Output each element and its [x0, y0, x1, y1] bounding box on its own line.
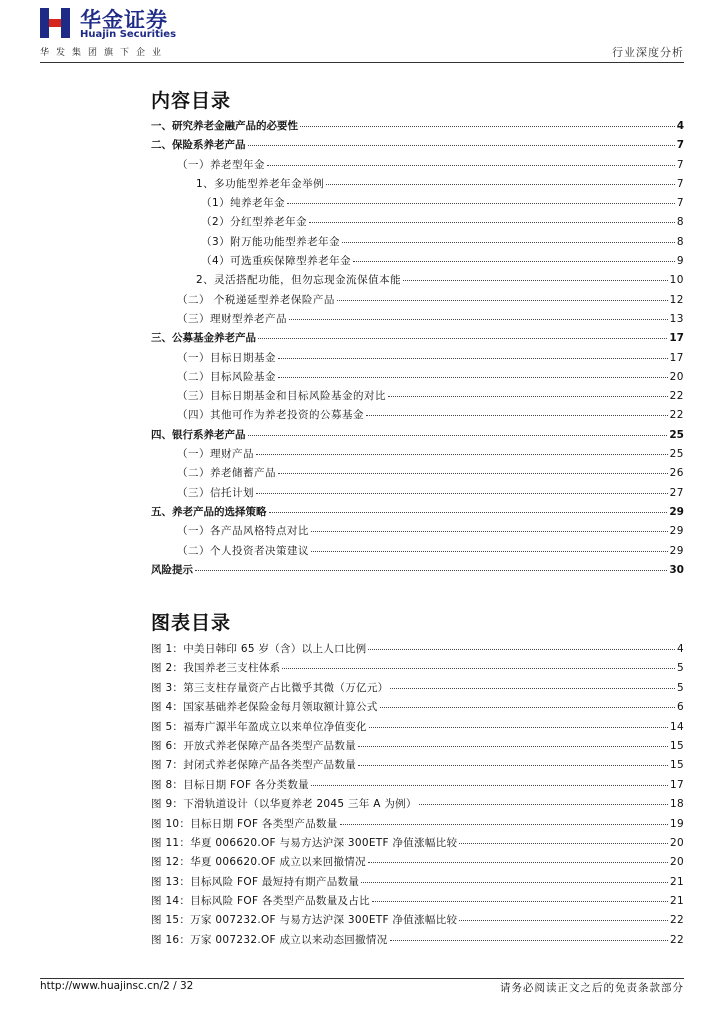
- figure-entry-page-number: 21: [670, 895, 684, 908]
- figure-entry[interactable]: [151, 854, 684, 873]
- dot-leader: [269, 512, 668, 513]
- toc-entry-label: （一）理财产品: [177, 448, 254, 461]
- dot-leader: [311, 785, 668, 786]
- toc-entry-page-number: 17: [669, 351, 684, 364]
- dot-leader: [459, 843, 668, 844]
- toc-entry-page-number: 7: [676, 139, 684, 152]
- figure-entry-page-number: 21: [670, 875, 684, 888]
- dot-leader: [248, 145, 675, 146]
- figure-entry[interactable]: [151, 641, 684, 660]
- toc-entry-label: （二）养老储蓄产品: [177, 467, 276, 480]
- figure-entry-label: 图 13：目标风险 FOF 最短持有期产品数量: [151, 875, 360, 888]
- dot-leader: [366, 415, 668, 416]
- dot-leader: [459, 920, 668, 921]
- dot-leader: [256, 454, 668, 455]
- figure-entry-label: 图 15：万家 007232.OF 与易方达沪深 300ETF 净值涨幅比较: [151, 914, 458, 927]
- brand-name-chinese: 华金证券: [80, 8, 168, 32]
- toc-entry-label: （3）附万能功能型养老年金: [201, 235, 341, 248]
- figure-entry-label: 图 10：目标日期 FOF 各类型产品数量: [151, 817, 338, 830]
- dot-leader: [311, 531, 668, 532]
- header-divider: [40, 62, 684, 63]
- dot-leader: [358, 746, 668, 747]
- toc-entry[interactable]: [151, 214, 684, 233]
- toc-entry-page-number: 20: [669, 370, 684, 383]
- toc-entry-page-number: 12: [669, 293, 684, 306]
- dot-leader: [368, 862, 668, 863]
- dot-leader: [353, 261, 675, 262]
- toc-entry-label: （4）可选重疾保障型养老年金: [201, 255, 352, 268]
- figure-entry-label: 图 3：第三支柱存量资产占比微乎其微（万亿元）: [151, 681, 389, 694]
- toc-entry[interactable]: [151, 195, 684, 214]
- dot-leader: [361, 882, 668, 883]
- figure-entry[interactable]: [151, 660, 684, 679]
- figure-entry[interactable]: [151, 796, 684, 815]
- toc-entry[interactable]: [151, 446, 684, 465]
- toc-entry-label: 1、多功能型养老年金举例: [196, 177, 325, 190]
- toc-entry-label: （2）分红型养老年金: [201, 216, 308, 229]
- toc-entry[interactable]: [151, 504, 684, 523]
- toc-entry-label: 一、研究养老金融产品的必要性: [151, 120, 298, 132]
- figure-entry[interactable]: [151, 835, 684, 854]
- toc-entry-label: （二）个人投资者决策建议: [177, 544, 309, 557]
- dot-leader: [248, 435, 668, 436]
- figure-entry-page-number: 20: [670, 856, 684, 869]
- toc-entry-label: 风险提示: [151, 563, 193, 576]
- toc-entry-label: （一）各产品风格特点对比: [177, 525, 309, 538]
- toc-entry-page-number: 25: [669, 448, 684, 461]
- figure-entry-label: 图 2：我国养老三支柱体系: [151, 662, 281, 675]
- toc-entry-page-number: 29: [669, 525, 684, 538]
- dot-leader: [256, 493, 668, 494]
- figure-entry-label: 图 5：福寿广源半年盈成立以来单位净值变化: [151, 720, 367, 733]
- brand-name-english: Huajin Securities: [80, 29, 177, 40]
- figure-entry-label: 图 14：目标风险 FOF 各类型产品数量及占比: [151, 895, 370, 908]
- toc-title: 内容目录: [151, 90, 232, 112]
- toc-entry-label: （一）养老型年金: [177, 158, 265, 171]
- toc-entry[interactable]: [151, 311, 684, 330]
- footer-disclaimer: 请务必阅读正文之后的免责条款部分: [500, 982, 684, 994]
- toc-entry[interactable]: [151, 253, 684, 272]
- toc-entry-page-number: 8: [676, 216, 684, 229]
- figure-entry[interactable]: [151, 932, 684, 951]
- footer-url-link[interactable]: http://www.huajinsc.cn/: [40, 980, 164, 992]
- brand-tagline: 华发集团旗下企业: [40, 48, 169, 58]
- figure-entry-page-number: 17: [670, 778, 684, 791]
- table-of-contents: [151, 118, 684, 581]
- toc-entry[interactable]: [151, 292, 684, 311]
- toc-entry[interactable]: [151, 465, 684, 484]
- toc-entry-label: 2、灵活搭配功能，但勿忘现金流保值本能: [196, 274, 402, 287]
- dot-leader: [390, 688, 675, 689]
- dot-leader: [368, 649, 675, 650]
- figure-entry-label: 图 12：华夏 006620.OF 成立以来回撤情况: [151, 856, 366, 869]
- dot-leader: [419, 804, 668, 805]
- toc-entry-label: 二、保险系养老产品: [151, 139, 246, 152]
- figure-entry-label: 图 16：万家 007232.OF 成立以来动态回撤情况: [151, 933, 388, 946]
- toc-entry[interactable]: [151, 137, 684, 156]
- toc-entry-label: 三、公募基金养老产品: [151, 332, 256, 345]
- toc-entry-page-number: 7: [676, 197, 684, 210]
- toc-entry-page-number: 8: [676, 235, 684, 248]
- toc-entry[interactable]: [151, 388, 684, 407]
- dot-leader: [258, 338, 667, 339]
- figure-entry[interactable]: [151, 912, 684, 931]
- figure-entry-page-number: 22: [670, 914, 684, 927]
- footer-url-page: [40, 980, 193, 992]
- figure-entry-label: 图 7：封闭式养老保障产品各类型产品数量: [151, 759, 357, 772]
- dot-leader: [287, 203, 675, 204]
- toc-entry-label: （一）目标日期基金: [177, 351, 276, 364]
- dot-leader: [342, 242, 675, 243]
- dot-leader: [282, 668, 675, 669]
- toc-entry[interactable]: [151, 407, 684, 426]
- toc-entry-page-number: 7: [676, 177, 684, 190]
- figure-entry[interactable]: [151, 680, 684, 699]
- dot-leader: [388, 396, 668, 397]
- toc-entry-page-number: 10: [669, 274, 684, 287]
- toc-entry-page-number: 4: [676, 120, 684, 132]
- figure-entry[interactable]: [151, 738, 684, 757]
- toc-entry-page-number: 9: [676, 255, 684, 268]
- dot-leader: [369, 727, 668, 728]
- dot-leader: [390, 940, 669, 941]
- toc-entry-page-number: 29: [669, 505, 684, 518]
- footer-page-indicator: 2 / 32: [163, 980, 194, 992]
- toc-entry-page-number: 30: [669, 563, 684, 576]
- toc-entry[interactable]: [151, 523, 684, 542]
- figure-entry-page-number: 6: [677, 701, 684, 714]
- toc-entry-page-number: 17: [669, 332, 684, 345]
- dot-leader: [278, 358, 668, 359]
- figure-entry-page-number: 15: [670, 739, 684, 752]
- dot-leader: [380, 707, 675, 708]
- toc-entry[interactable]: [151, 157, 684, 176]
- figure-entry-page-number: 5: [677, 681, 684, 694]
- toc-entry-page-number: 22: [669, 390, 684, 403]
- report-type-label: 行业深度分析: [612, 46, 684, 59]
- dot-leader: [289, 319, 668, 320]
- toc-entry-label: （三）信托计划: [177, 486, 254, 499]
- toc-entry[interactable]: [151, 272, 684, 291]
- figure-entry-label: 图 6：开放式养老保障产品各类型产品数量: [151, 739, 357, 752]
- dot-leader: [195, 570, 667, 571]
- dot-leader: [278, 473, 668, 474]
- toc-entry[interactable]: [151, 330, 684, 349]
- figure-entry[interactable]: [151, 874, 684, 893]
- figure-entry[interactable]: [151, 719, 684, 738]
- toc-entry[interactable]: [151, 543, 684, 562]
- toc-entry-page-number: 22: [669, 409, 684, 422]
- dot-leader: [340, 824, 669, 825]
- figure-entry-page-number: 4: [677, 643, 684, 655]
- toc-entry-page-number: 26: [669, 467, 684, 480]
- toc-entry-label: （二） 个税递延型养老保险产品: [177, 293, 335, 306]
- dot-leader: [337, 300, 668, 301]
- toc-entry-label: （三）理财型养老产品: [177, 312, 287, 325]
- figure-entry-page-number: 15: [670, 759, 684, 772]
- figure-entry[interactable]: [151, 816, 684, 835]
- toc-entry-page-number: 25: [669, 428, 684, 441]
- toc-entry-label: 五、养老产品的选择策略: [151, 505, 267, 518]
- figure-entry[interactable]: [151, 757, 684, 776]
- toc-entry-page-number: 13: [669, 312, 684, 325]
- figure-list: [151, 641, 684, 951]
- toc-entry-label: （二）目标风险基金: [177, 370, 276, 383]
- toc-entry-page-number: 7: [676, 158, 684, 171]
- toc-entry[interactable]: [151, 234, 684, 253]
- figure-entry-label: 图 9：下滑轨道设计（以华夏养老 2045 三年 A 为例）: [151, 798, 417, 811]
- dot-leader: [309, 222, 675, 223]
- toc-entry[interactable]: [151, 562, 684, 581]
- figure-entry-page-number: 14: [670, 720, 684, 733]
- dot-leader: [358, 765, 668, 766]
- toc-entry-label: 四、银行系养老产品: [151, 428, 246, 441]
- dot-leader: [403, 280, 667, 281]
- figures-title: 图表目录: [151, 612, 232, 634]
- toc-entry[interactable]: [151, 350, 684, 369]
- toc-entry[interactable]: [151, 369, 684, 388]
- figure-entry-label: 图 8：目标日期 FOF 各分类数量: [151, 778, 309, 791]
- figure-entry-label: 图 4：国家基础养老保险金每月领取额计算公式: [151, 701, 378, 714]
- toc-entry[interactable]: [151, 485, 684, 504]
- toc-entry-label: （三）目标日期基金和目标风险基金的对比: [177, 390, 386, 403]
- figure-entry-page-number: 19: [670, 817, 684, 830]
- figure-entry-page-number: 5: [677, 662, 684, 675]
- huajin-logo-icon: [40, 8, 70, 38]
- toc-entry[interactable]: [151, 118, 684, 137]
- toc-entry[interactable]: [151, 176, 684, 195]
- dot-leader: [278, 377, 668, 378]
- dot-leader: [326, 184, 675, 185]
- figure-entry[interactable]: [151, 699, 684, 718]
- figure-entry-label: 图 11：华夏 006620.OF 与易方达沪深 300ETF 净值涨幅比较: [151, 836, 458, 849]
- figure-entry[interactable]: [151, 893, 684, 912]
- figure-entry-label: 图 1：中美日韩印 65 岁（含）以上人口比例: [151, 643, 367, 655]
- page-header: [0, 0, 724, 64]
- toc-entry[interactable]: [151, 427, 684, 446]
- figure-entry-page-number: 20: [670, 836, 684, 849]
- figure-entry-page-number: 18: [670, 798, 684, 811]
- dot-leader: [300, 126, 675, 127]
- toc-entry-page-number: 29: [669, 544, 684, 557]
- toc-entry-label: （1）纯养老年金: [201, 197, 286, 210]
- dot-leader: [372, 901, 668, 902]
- toc-entry-label: （四）其他可作为养老投资的公募基金: [177, 409, 364, 422]
- dot-leader: [267, 165, 675, 166]
- figure-entry[interactable]: [151, 777, 684, 796]
- figure-entry-page-number: 22: [670, 933, 684, 946]
- toc-entry-page-number: 27: [669, 486, 684, 499]
- footer-divider: [40, 978, 684, 979]
- dot-leader: [311, 551, 668, 552]
